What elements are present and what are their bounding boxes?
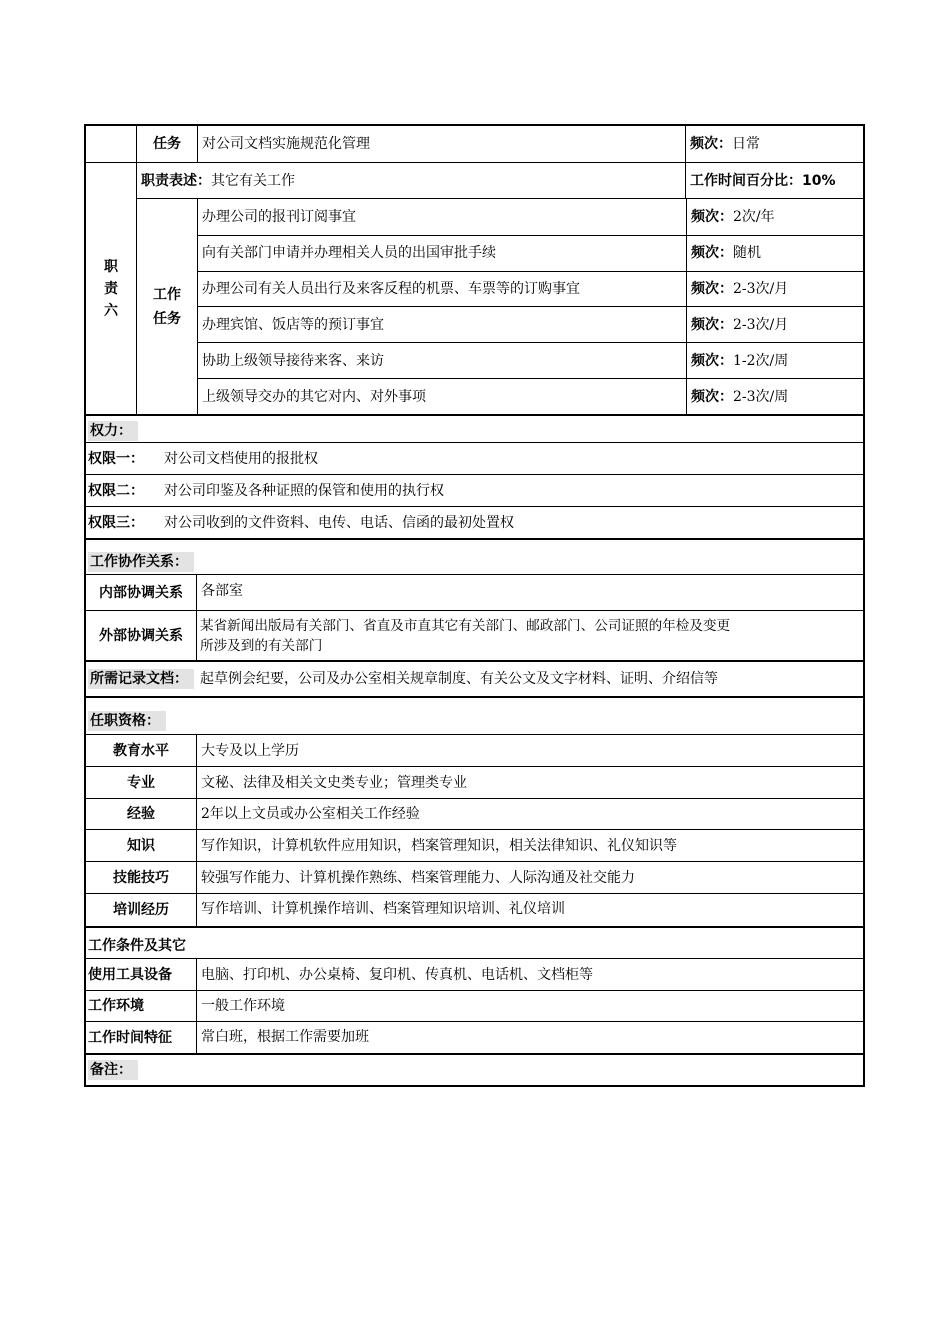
- records-label: 所需记录文档：: [88, 669, 194, 689]
- task-frequency: 频次： 2-3次/月: [686, 307, 863, 342]
- task-text: 协助上级领导接待来客、来访: [202, 352, 384, 369]
- task-text: 办理公司的报刊订阅事宜: [202, 208, 356, 225]
- task-list: [197, 199, 863, 414]
- internal-relation-label: 内部协调关系: [99, 584, 183, 601]
- task-frequency: 频次： 2-3次/月: [686, 272, 863, 307]
- external-relation-text: 某省新闻出版局有关部门、省直及市直其它有关部门、邮政部门、公司证照的年检及变更 所涉及到的有关部门: [196, 611, 863, 660]
- authority-row: 权限一： 对公司文档使用的报批权: [86, 442, 863, 474]
- records-text: 起草例会纪要，公司及办公室相关规章制度、有关公文及文字材料、证明、介绍信等: [200, 671, 718, 687]
- tasks-block: [137, 198, 863, 414]
- cooperation-title: 工作协作关系：: [88, 552, 194, 572]
- task-row: [198, 306, 863, 342]
- conditions-section: [84, 926, 865, 1053]
- conditions-row: 使用工具设备 电脑、打印机、办公桌椅、复印机、传真机、电话机、文档柜等: [86, 958, 863, 990]
- remarks-title: 备注：: [88, 1060, 138, 1080]
- conditions-title: 工作条件及其它: [88, 938, 186, 954]
- qualification-row: 经验 2年以上文员或办公室相关工作经验: [86, 798, 863, 829]
- external-relation-row: [86, 610, 863, 660]
- task-row: [198, 199, 863, 235]
- task-frequency: 频次： 随机: [686, 236, 863, 271]
- task-text: 向有关部门申请并办理相关人员的出国审批手续: [202, 245, 496, 262]
- remarks-section: [84, 1053, 865, 1087]
- authority-section: [84, 414, 865, 538]
- remarks-row: [86, 1055, 863, 1085]
- task-text: 办理宾馆、饭店等的预订事宜: [202, 316, 384, 333]
- qualification-row: 专业 文秘、法律及相关文史类专业；管理类专业: [86, 766, 863, 798]
- task-row: [198, 342, 863, 378]
- duty-side-label: 职 责 六: [86, 162, 136, 415]
- task-text: 对公司文档实施规范化管理: [197, 126, 685, 162]
- conditions-row: 工作环境 一般工作环境: [86, 990, 863, 1021]
- qualification-section: [84, 696, 865, 926]
- qualification-title: 任职资格：: [88, 711, 166, 731]
- cooperation-section: [84, 538, 865, 660]
- task-frequency: 频次： 2-3次/周: [686, 379, 863, 414]
- task-text: 上级领导交办的其它对内、对外事项: [202, 388, 426, 405]
- qualification-row: 教育水平 大专及以上学历: [86, 734, 863, 766]
- task-text: 办理公司有关人员出行及来客反程的机票、车票等的订购事宜: [202, 281, 580, 298]
- authority-title: 权力：: [88, 421, 138, 441]
- conditions-header-row: [86, 928, 863, 958]
- task-frequency: 频次： 日常: [685, 126, 863, 162]
- task-frequency: 频次： 1-2次/周: [686, 343, 863, 378]
- duty-description-row: [137, 162, 863, 198]
- qualification-header-row: [86, 698, 863, 734]
- work-task-label: 工作 任务: [153, 286, 181, 327]
- duty-content: [136, 126, 863, 414]
- authority-row: 权限三： 对公司收到的文件资料、电传、电话、信函的最初处置权: [86, 506, 863, 538]
- duty-description: 职责表述： 其它有关工作: [141, 172, 295, 189]
- qualification-row: 技能技巧 较强写作能力、计算机操作熟练、档案管理能力、人际沟通及社交能力: [86, 861, 863, 893]
- conditions-row: 工作时间特征 常白班，根据工作需要加班: [86, 1021, 863, 1053]
- duty-six-section: [84, 124, 865, 414]
- records-section: [84, 660, 865, 696]
- task-row: [198, 235, 863, 271]
- prev-task-row: [137, 126, 863, 162]
- authority-header-row: [86, 416, 863, 442]
- internal-relation-row: [86, 574, 863, 610]
- task-frequency: 频次： 2次/年: [686, 199, 863, 235]
- records-row: [86, 662, 863, 696]
- task-label: 任务: [153, 136, 181, 152]
- job-description-table: [84, 124, 865, 1087]
- qualification-row: 培训经历 写作培训、计算机操作培训、档案管理知识培训、礼仪培训: [86, 893, 863, 926]
- qualification-row: 知识 写作知识，计算机软件应用知识，档案管理知识，相关法律知识、礼仪知识等: [86, 829, 863, 861]
- cooperation-header-row: [86, 540, 863, 574]
- external-relation-label: 外部协调关系: [99, 627, 183, 644]
- duty-side-column: [86, 126, 136, 414]
- time-percentage: 工作时间百分比： 10%: [685, 163, 863, 198]
- internal-relation-text: 各部室: [196, 575, 863, 610]
- task-row: [198, 271, 863, 307]
- authority-row: 权限二： 对公司印鉴及各种证照的保管和使用的执行权: [86, 474, 863, 506]
- task-row: [198, 378, 863, 414]
